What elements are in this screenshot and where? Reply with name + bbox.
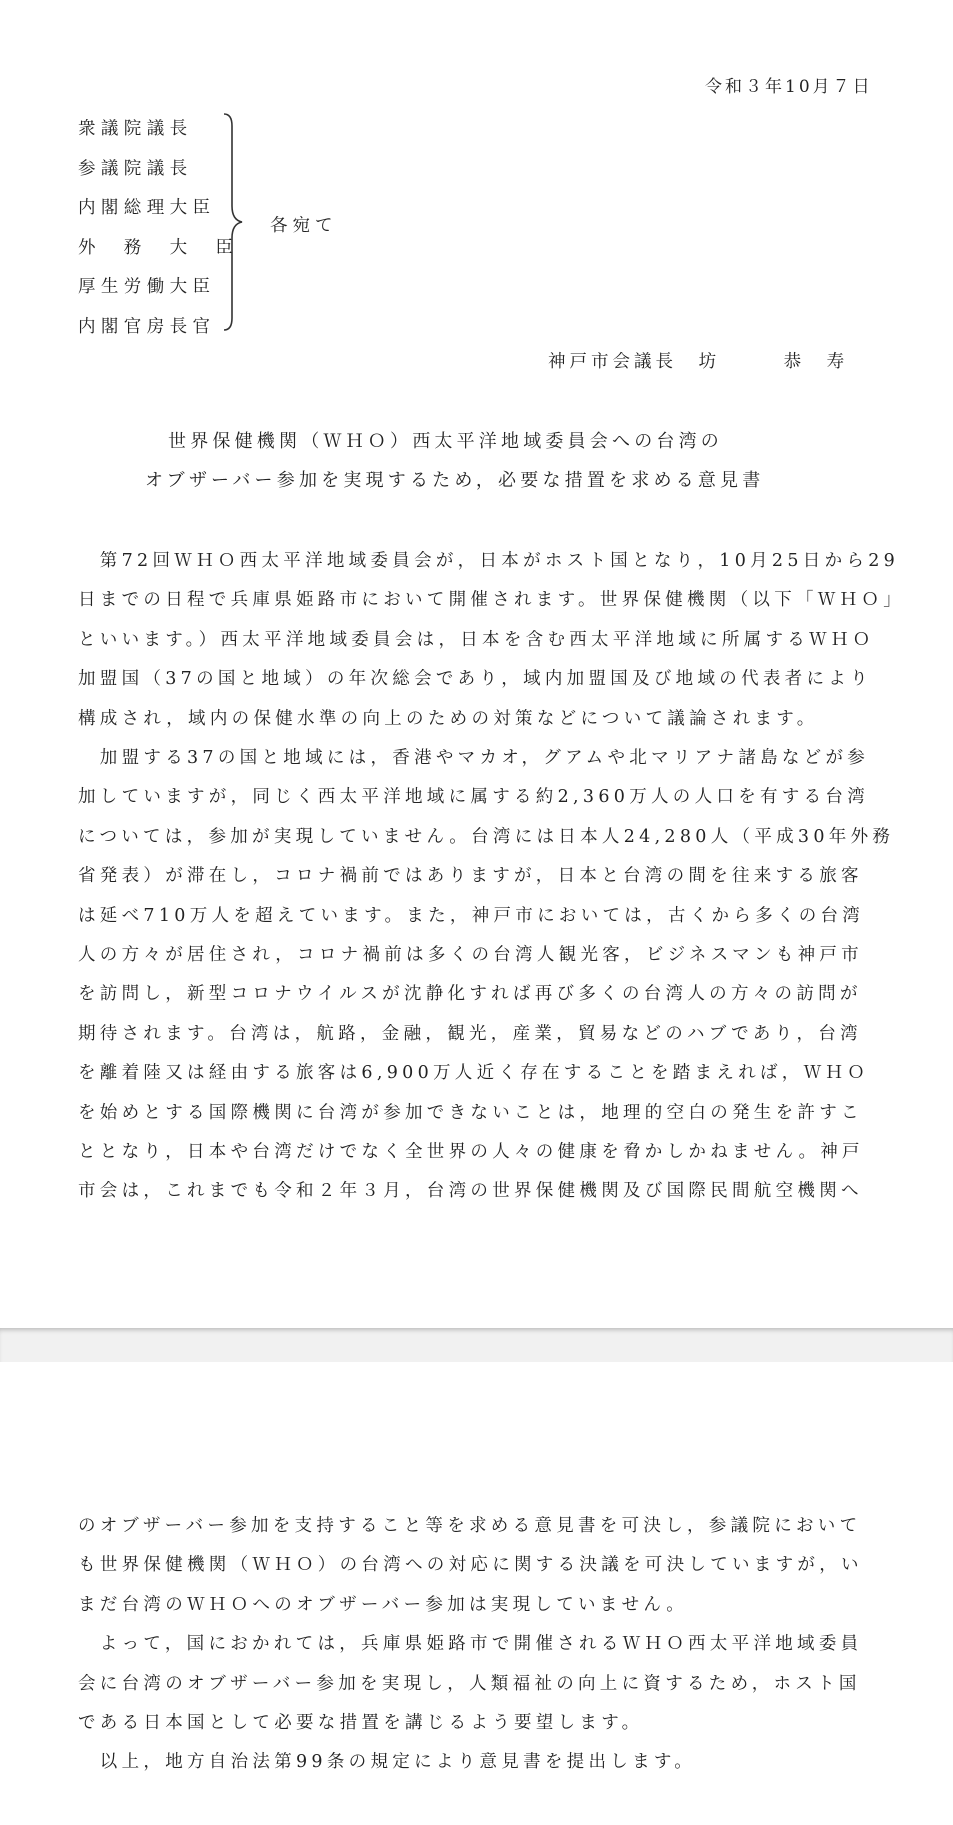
recipient-5: 厚生労働大臣 — [78, 277, 216, 297]
body-line: 期待されます。台湾は，航路，金融，観光，産業，貿易などのハブであり，台湾 — [78, 1023, 862, 1044]
body-line: は延べ710万人を超えています。また，神戸市においては，古くから多くの台湾 — [78, 905, 865, 926]
body-line: も世界保健機関（ＷＨＯ）の台湾への対応に関する決議を可決していますが，い — [78, 1555, 863, 1576]
document-date: 令和３年10月７日 — [705, 77, 873, 97]
body-line: 加していますが，同じく西太平洋地域に属する約2,360万人の人口を有する台湾 — [78, 787, 869, 808]
curly-brace-icon — [222, 110, 248, 335]
body-line: 会に台湾のオブザーバー参加を実現し，人類福祉の向上に資するため，ホスト国 — [78, 1673, 861, 1694]
body-line: を訪問し，新型コロナウイルスが沈静化すれば再び多くの台湾人の方々の訪問が — [78, 984, 862, 1005]
body-line: 加盟国（37の国と地域）の年次総会であり，域内加盟国及び地域の代表者により — [78, 669, 872, 690]
recipient-6: 内閣官房長官 — [78, 316, 216, 337]
recipient-3: 内閣総理大臣 — [78, 198, 216, 218]
body-line: を始めとする国際機関に台湾が参加できないことは，地理的空白の発生を許すこ — [78, 1102, 863, 1123]
page-separator — [0, 1328, 953, 1362]
body-line: のオブザーバー参加を支持すること等を求める意見書を可決し，参議院において — [78, 1516, 862, 1536]
signer — [548, 348, 848, 373]
body-line: ととなり，日本や台湾だけでなく全世界の人々の健康を脅かしかねません。神戸 — [78, 1142, 864, 1162]
recipient-4: 外 務 大 臣 — [78, 237, 239, 258]
body-line: といいます。）西太平洋地域委員会は，日本を含む西太平洋地域に所属するＷＨＯ — [78, 629, 875, 650]
body-line: 構成され，域内の保健水準の向上のための対策などについて議論されます。 — [78, 708, 819, 729]
body-line: については，参加が実現していません。台湾には日本人24,280人（平成30年外務 — [78, 826, 895, 847]
body-line: 以上，地方自治法第99条の規定により意見書を提出します。 — [78, 1752, 697, 1773]
body-line: 市会は，これまでも令和２年３月，台湾の世界保健機関及び国際民間航空機関へ — [78, 1181, 863, 1202]
addressed-to-label: 各宛て — [270, 216, 338, 236]
body-line: 省発表）が滞在し，コロナ禍前ではありますが，日本と台湾の間を往来する旅客 — [78, 866, 863, 887]
document-title-line-2: オブザーバー参加を実現するため，必要な措置を求める意見書 — [145, 470, 765, 491]
document-page-2 — [0, 1362, 953, 1825]
signer-title: 神戸市会議長 — [548, 352, 677, 372]
recipient-2: 参議院議長 — [78, 158, 193, 179]
document-title-line-1: 世界保健機関（ＷＨＯ）西太平洋地域委員会への台湾の — [168, 431, 723, 452]
signer-surname: 坊 — [698, 352, 721, 372]
body-line: 加盟する37の国と地域には，香港やマカオ，グアムや北マリアナ諸島などが参 — [78, 748, 870, 768]
signer-given-name: 恭 寿 — [783, 352, 849, 372]
body-line: 人の方々が居住され，コロナ禍前は多くの台湾人観光客，ビジネスマンも神戸市 — [78, 945, 863, 965]
body-line: 日までの日程で兵庫県姫路市において開催されます。世界保健機関（以下「ＷＨＯ」 — [78, 590, 905, 611]
recipient-1: 衆議院議長 — [78, 119, 193, 139]
body-line: を離着陸又は経由する旅客は6,900万人近く存在することを踏まえれば，ＷＨＯ — [78, 1063, 869, 1084]
body-line: 第72回ＷＨＯ西太平洋地域委員会が，日本がホスト国となり，10月25日から29 — [78, 551, 900, 571]
body-line: よって，国におかれては，兵庫県姫路市で開催されるＷＨＯ西太平洋地域委員 — [78, 1634, 863, 1655]
body-line: まだ台湾のＷＨＯへのオブザーバー参加は実現していません。 — [78, 1594, 689, 1615]
recipient-list — [78, 110, 238, 347]
body-line: である日本国として必要な措置を講じるよう要望します。 — [78, 1713, 644, 1733]
